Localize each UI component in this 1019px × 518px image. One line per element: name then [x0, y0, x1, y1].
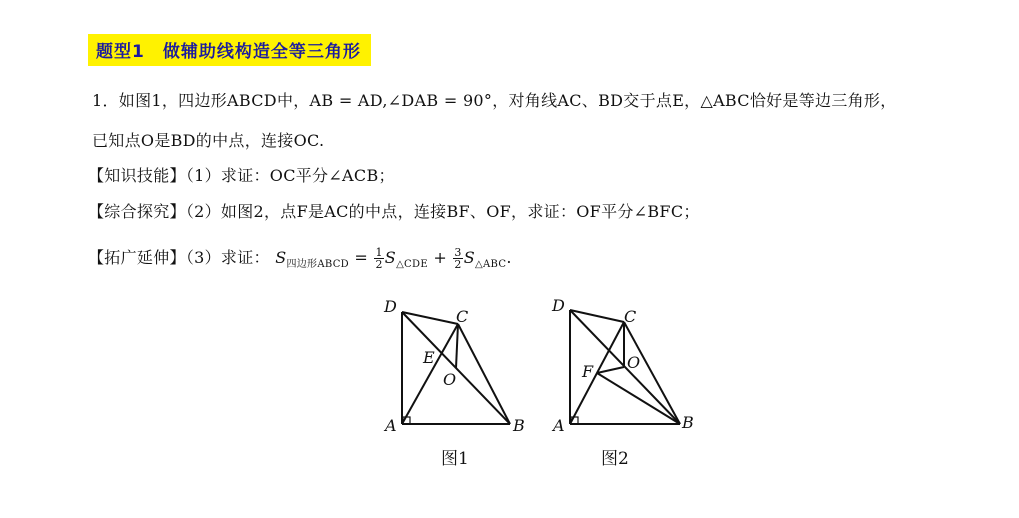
problem-line-1: 1．如图1，四边形ABCD中，AB = AD,∠DAB = 90°，对角线AC、BD交于点E，△ABC恰好是等边三角形， — [92, 91, 897, 110]
fraction-half-num: 1 — [375, 246, 383, 259]
equals-sign: = — [354, 248, 369, 267]
fig1-label-D: D — [384, 297, 397, 316]
fig2-label-A: A — [553, 416, 565, 435]
fig2-caption: 图2 — [601, 449, 629, 469]
area-sub-abc: △ABC — [475, 259, 507, 271]
problem-line-2: 已知点O是BD的中点，连接OC. — [92, 131, 325, 150]
area-sub-quad: 四边形ABCD — [286, 259, 349, 271]
section-title: 题型1 做辅助线构造全等三角形 — [88, 34, 371, 66]
fig2-label-C: C — [624, 307, 637, 326]
fraction-half-den: 2 — [375, 258, 383, 271]
period: . — [506, 248, 512, 267]
fig2-label-O: O — [627, 353, 641, 372]
fig2-segment-CB — [624, 322, 680, 424]
fig2-segment-FO — [597, 367, 624, 373]
fig2-label-B: B — [682, 413, 694, 432]
fig1-label-A: A — [385, 416, 397, 435]
part-1-text: （1）求证：OC平分∠ACB； — [185, 166, 395, 185]
fraction-3-num: 3 — [454, 246, 462, 259]
fig1-segment-CB — [458, 324, 510, 424]
fraction-3-den: 2 — [454, 258, 462, 271]
part-3-tag: 【拓广延伸】 — [88, 248, 186, 267]
part-2-tag: 【综合探究】 — [88, 202, 186, 221]
part-1-tag: 【知识技能】 — [88, 166, 186, 185]
fig2-label-D: D — [552, 296, 565, 315]
fig1-caption: 图1 — [441, 449, 469, 469]
fig1-label-B: B — [513, 416, 525, 435]
fig1-segment-DC — [402, 312, 458, 324]
fig1-label-O: O — [443, 370, 457, 389]
part-2-text: （2）如图2，点F是AC的中点，连接BF、OF，求证：OF平分∠BFC； — [185, 202, 700, 221]
area-symbol-3: S — [463, 248, 475, 267]
fig2-segment-DC — [570, 310, 624, 322]
fig1-segment-OC — [456, 324, 458, 368]
area-symbol: S — [275, 248, 287, 267]
area-sub-cde: △CDE — [396, 259, 428, 271]
fig2-label-F: F — [582, 362, 594, 381]
plus-sign: + — [433, 248, 448, 267]
fig1-label-C: C — [456, 307, 469, 326]
part-3-prefix: （3）求证： — [185, 248, 270, 267]
fig1-label-E: E — [423, 348, 435, 367]
area-symbol-2: S — [384, 248, 397, 267]
figure-1 — [402, 312, 510, 424]
